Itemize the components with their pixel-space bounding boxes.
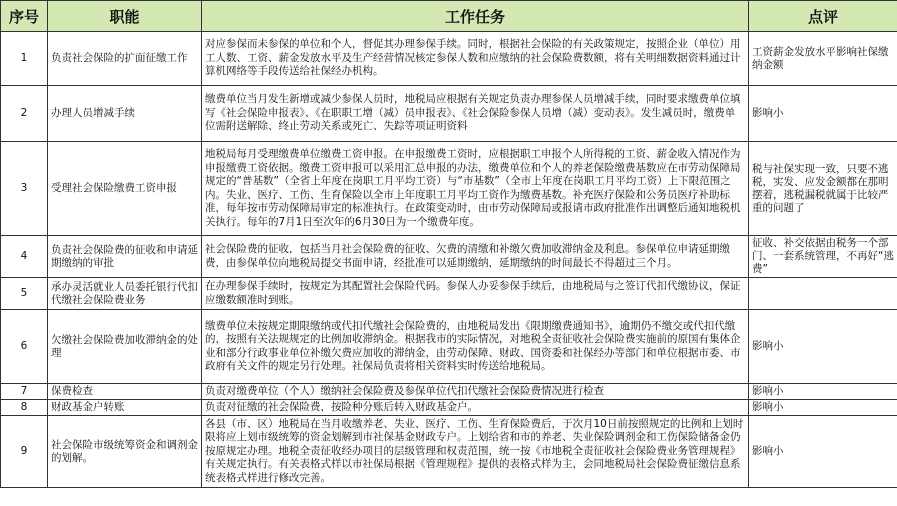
function-cell[interactable]: 财政基金户转账 xyxy=(48,400,202,416)
table-row xyxy=(1,310,897,384)
task-cell[interactable]: 缴费单位未按规定期限缴纳或代扣代缴社会保险费的，由地税局发出《限期缴费通知书》，逾期仍不缴交或代扣代缴的，按照有关法规规定的比例加收滞纳金。根据我市的实际情况，对地税全责征收社会保险费实施前的原国有集体企业和部分行政事业单位补缴欠费应加收的滞纳金，由劳动保障、财政、国资委和社保经办等部门和单位根据市委、市政府有关文件的规定另行处理。社保局负责将相关资料实时传送给地税局。 xyxy=(202,310,749,384)
function-cell[interactable]: 负责社会保险的扩面征缴工作 xyxy=(48,32,202,86)
seq-cell[interactable]: 1 xyxy=(1,32,48,86)
task-cell[interactable]: 社会保险费的征收，包括当月社会保险费的征收、欠费的清缴和补缴欠费加收滞纳金及利息。参保单位申请延期缴费，由参保单位向地税局提交书面申请，经批准可以延期缴纳，延期缴纳的时间最长不得超过三个月。 xyxy=(202,236,749,278)
comment-cell[interactable]: 征收、补交依据由税务一个部门、一套系统管理，不再好“逃费” xyxy=(749,236,897,278)
task-cell[interactable]: 对应参保而未参保的单位和个人，督促其办理参保手续。同时，根据社会保险的有关政策规定，按照企业（单位）用工人数、工资、薪金发放水平及生产经营情况核定参保人数和应缴纳的社会保险费数额，将有关明细数据资料通过计算机网络等手段传送给社保经办机构。 xyxy=(202,32,749,86)
header-function: 职能 xyxy=(48,1,202,32)
header-seq: 序号 xyxy=(1,1,48,32)
function-cell[interactable]: 办理人员增减手续 xyxy=(48,86,202,142)
table-row xyxy=(1,416,897,488)
table-row xyxy=(1,384,897,400)
task-cell[interactable]: 缴费单位当月发生新增或减少参保人员时，地税局应根据有关规定负责办理参保人员增减手续，同时要求缴费单位填写《社会保险申报表》、《在职职工增（减）员申报表》、《社会保险参保人员增（减）变动表》。发生减员时，缴费单位需附送解除、终止劳动关系或死亡、失踪等项证明资料 xyxy=(202,86,749,142)
header-row xyxy=(1,1,897,32)
comment-cell[interactable]: 影响小 xyxy=(749,310,897,384)
comment-cell[interactable] xyxy=(749,278,897,310)
seq-cell[interactable]: 5 xyxy=(1,278,48,310)
table-row xyxy=(1,86,897,142)
task-cell[interactable]: 各县（市、区）地税局在当月收缴养老、失业、医疗、工伤、生育保险费后，于次月10日前按照规定的比例和上划时限将应上划市级统筹的资金划解到市社保基金财政专户。上划给省和市的养老、失业保险调剂金和工伤保险储备金仍按原规定办理。地税全责征收经办项目的层级管理和权责范围，统一按《市地税全责征收社会保险费业务管理规程》有关规定执行。有关表格式样以市社保局根据《管理规程》提供的表格式样为主，会同地税局社会保险费征缴信息系统表格式样进行修改完善。 xyxy=(202,416,749,488)
comment-cell[interactable]: 税与社保实现一致，只要不逃税，实发、应发金额都在那明摆着，逃税漏税就属于比较严重的问题了 xyxy=(749,142,897,236)
table-row xyxy=(1,400,897,416)
function-cell[interactable]: 承办灵活就业人员委托银行代扣代缴社会保险费业务 xyxy=(48,278,202,310)
comment-cell[interactable]: 影响小 xyxy=(749,400,897,416)
task-cell[interactable]: 地税局每月受理缴费单位缴费工资申报。在申报缴费工资时，应根据职工申报个人所得税的工资、薪金收入情况作为申报缴费工资依据。缴费工资申报可以采用汇总申报的办法，缴费单位和个人的养老保险缴费基数应在市劳动保障局规定的“普基数”（全省上年度在岗职工月平均工资）与“市基数”（全市上年度在岗职工月平均工资）上下限范围之内。失业、医疗、工伤、生育保险以全市上年度职工月平均工资作为缴费基数。补充医疗保险和公务员医疗补助标准，每年按市劳动保障局审定的标准执行。在政策变动时，由市劳动保障局或报请市政府批准作出调整后通知地税机关执行。每年的7月1日至次年的6月30日为一个缴费年度。 xyxy=(202,142,749,236)
task-cell[interactable]: 负责对缴费单位（个人）缴纳社会保险费及参保单位代扣代缴社会保险费情况进行检查 xyxy=(202,384,749,400)
seq-cell[interactable]: 7 xyxy=(1,384,48,400)
comment-cell[interactable]: 影响小 xyxy=(749,86,897,142)
header-comment: 点评 xyxy=(749,1,897,32)
seq-cell[interactable]: 8 xyxy=(1,400,48,416)
function-cell[interactable]: 保费检查 xyxy=(48,384,202,400)
seq-cell[interactable]: 9 xyxy=(1,416,48,488)
seq-cell[interactable]: 4 xyxy=(1,236,48,278)
seq-cell[interactable]: 2 xyxy=(1,86,48,142)
task-cell[interactable]: 负责对征缴的社会保险费，按险种分账后转入财政基金户。 xyxy=(202,400,749,416)
table-row xyxy=(1,142,897,236)
table-row xyxy=(1,32,897,86)
seq-cell[interactable]: 6 xyxy=(1,310,48,384)
comment-cell[interactable]: 影响小 xyxy=(749,416,897,488)
seq-cell[interactable]: 3 xyxy=(1,142,48,236)
table-row xyxy=(1,236,897,278)
comment-cell[interactable]: 工资薪金发放水平影响社保缴纳金额 xyxy=(749,32,897,86)
comment-cell[interactable]: 影响小 xyxy=(749,384,897,400)
table-row xyxy=(1,278,897,310)
task-cell[interactable]: 在办理参保手续时，按规定为其配置社会保险代码。参保人办妥参保手续后，由地税局与之签订代扣代缴协议，保证应缴数额准时到账。 xyxy=(202,278,749,310)
header-task: 工作任务 xyxy=(202,1,749,32)
function-cell[interactable]: 负责社会保险费的征收和申请延期缴纳的审批 xyxy=(48,236,202,278)
function-cell[interactable]: 欠缴社会保险费加收滞纳金的处理 xyxy=(48,310,202,384)
function-cell[interactable]: 受理社会保险缴费工资申报 xyxy=(48,142,202,236)
function-cell[interactable]: 社会保险市级统筹资金和调剂金的划解。 xyxy=(48,416,202,488)
